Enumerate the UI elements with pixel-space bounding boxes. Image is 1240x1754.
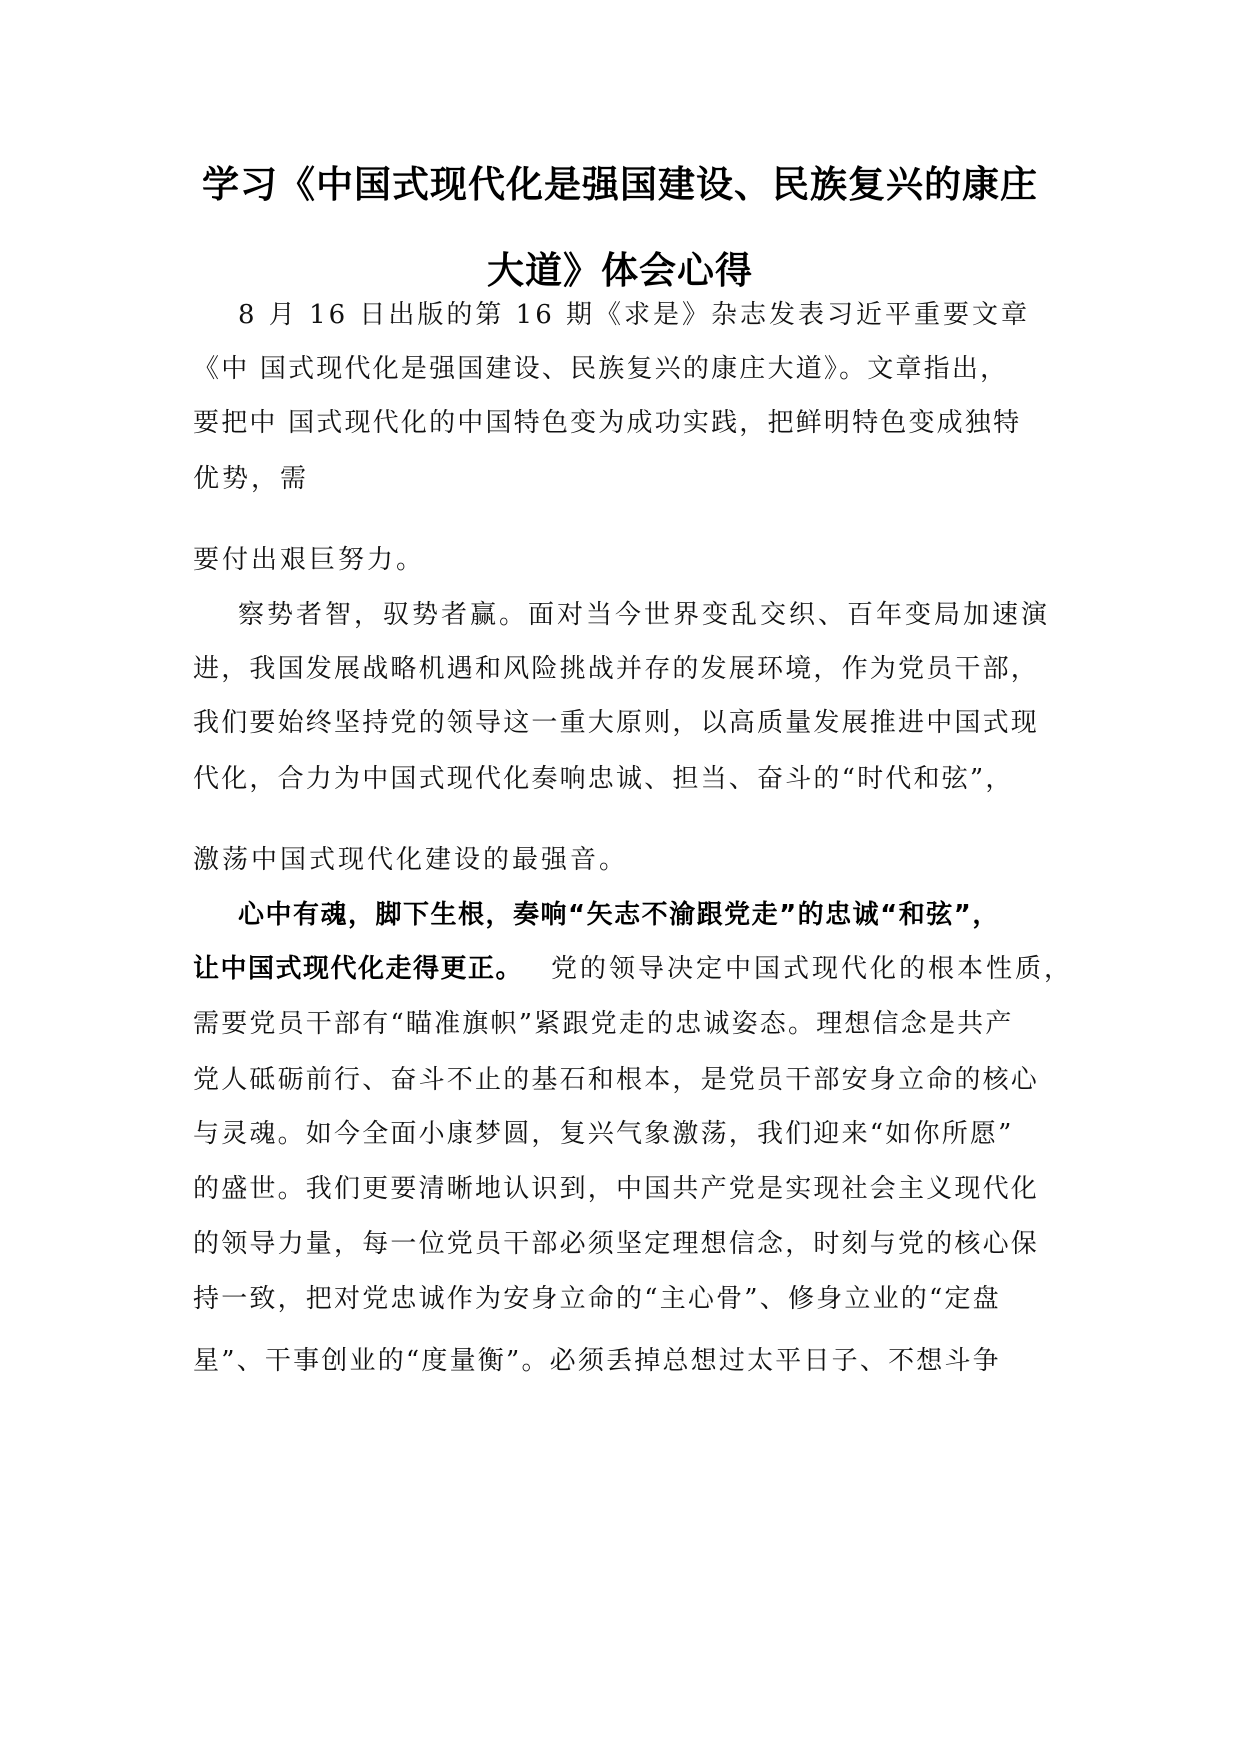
body-line-3: 要把中 国式现代化的中国特色变为成功实践，把鲜明特色变成独特 [193, 408, 1022, 438]
body-line-16: 的领导力量，每一位党员干部必须坚定理想信念，时刻与党的核心保 [193, 1229, 1040, 1259]
body-line-13: 党人砥砺前行、奋斗不止的基石和根本，是党员干部安身立命的核心 [193, 1065, 1040, 1095]
section-heading-line-2: 让中国式现代化走得更正。 [193, 954, 524, 984]
body-line-5: 要付出艰巨努力。 [193, 545, 426, 575]
body-line-4: 优势，需 [193, 464, 310, 494]
body-line-6: 察势者智，驭势者赢。面对当今世界变乱交织、百年变局加速演 [238, 600, 1051, 630]
document-title-line-1: 学习《中国式现代化是强国建设、民族复兴的康庄 [202, 163, 1038, 206]
body-line-15: 的盛世。我们更要清晰地认识到，中国共产党是实现社会主义现代化 [193, 1174, 1040, 1204]
body-line-1: 8 月 16 日出版的第 16 期《求是》杂志发表习近平重要文章 [238, 300, 1031, 330]
body-line-mixed [193, 951, 1074, 987]
body-line-14: 与灵魂。如今全面小康梦圆，复兴气象激荡，我们迎来“如你所愿” [193, 1119, 1014, 1149]
body-line-10: 激荡中国式现代化建设的最强音。 [193, 845, 629, 875]
body-line-18: 星”、干事创业的“度量衡”。必须丢掉总想过太平日子、不想斗争 [193, 1346, 1001, 1376]
document-title-line-2: 大道》体会心得 [487, 249, 753, 292]
body-line-8: 我们要始终坚持党的领导这一重大原则，以高质量发展推进中国式现 [193, 708, 1040, 738]
body-line-9: 代化，合力为中国式现代化奏响忠诚、担当、奋斗的“时代和弦”， [193, 764, 1014, 794]
body-line-7: 进，我国发展战略机遇和风险挑战并存的发展环境，作为党员干部， [193, 654, 1040, 684]
body-line-12: 需要党员干部有“瞄准旗帜”紧跟党走的忠诚姿态。理想信念是共产 [193, 1009, 1014, 1039]
body-line-2: 《中 国式现代化是强国建设、民族复兴的康庄大道》。文章指出， [193, 354, 1009, 384]
body-line-11-rest: 党的领导决定中国式现代化的根本性质， [551, 954, 1074, 984]
section-heading-line-1: 心中有魂，脚下生根，奏响“矢志不渝跟党走”的忠诚“和弦”， [238, 900, 1000, 930]
body-line-17: 持一致，把对党忠诚作为安身立命的“主心骨”、修身立业的“定盘 [193, 1284, 1001, 1314]
